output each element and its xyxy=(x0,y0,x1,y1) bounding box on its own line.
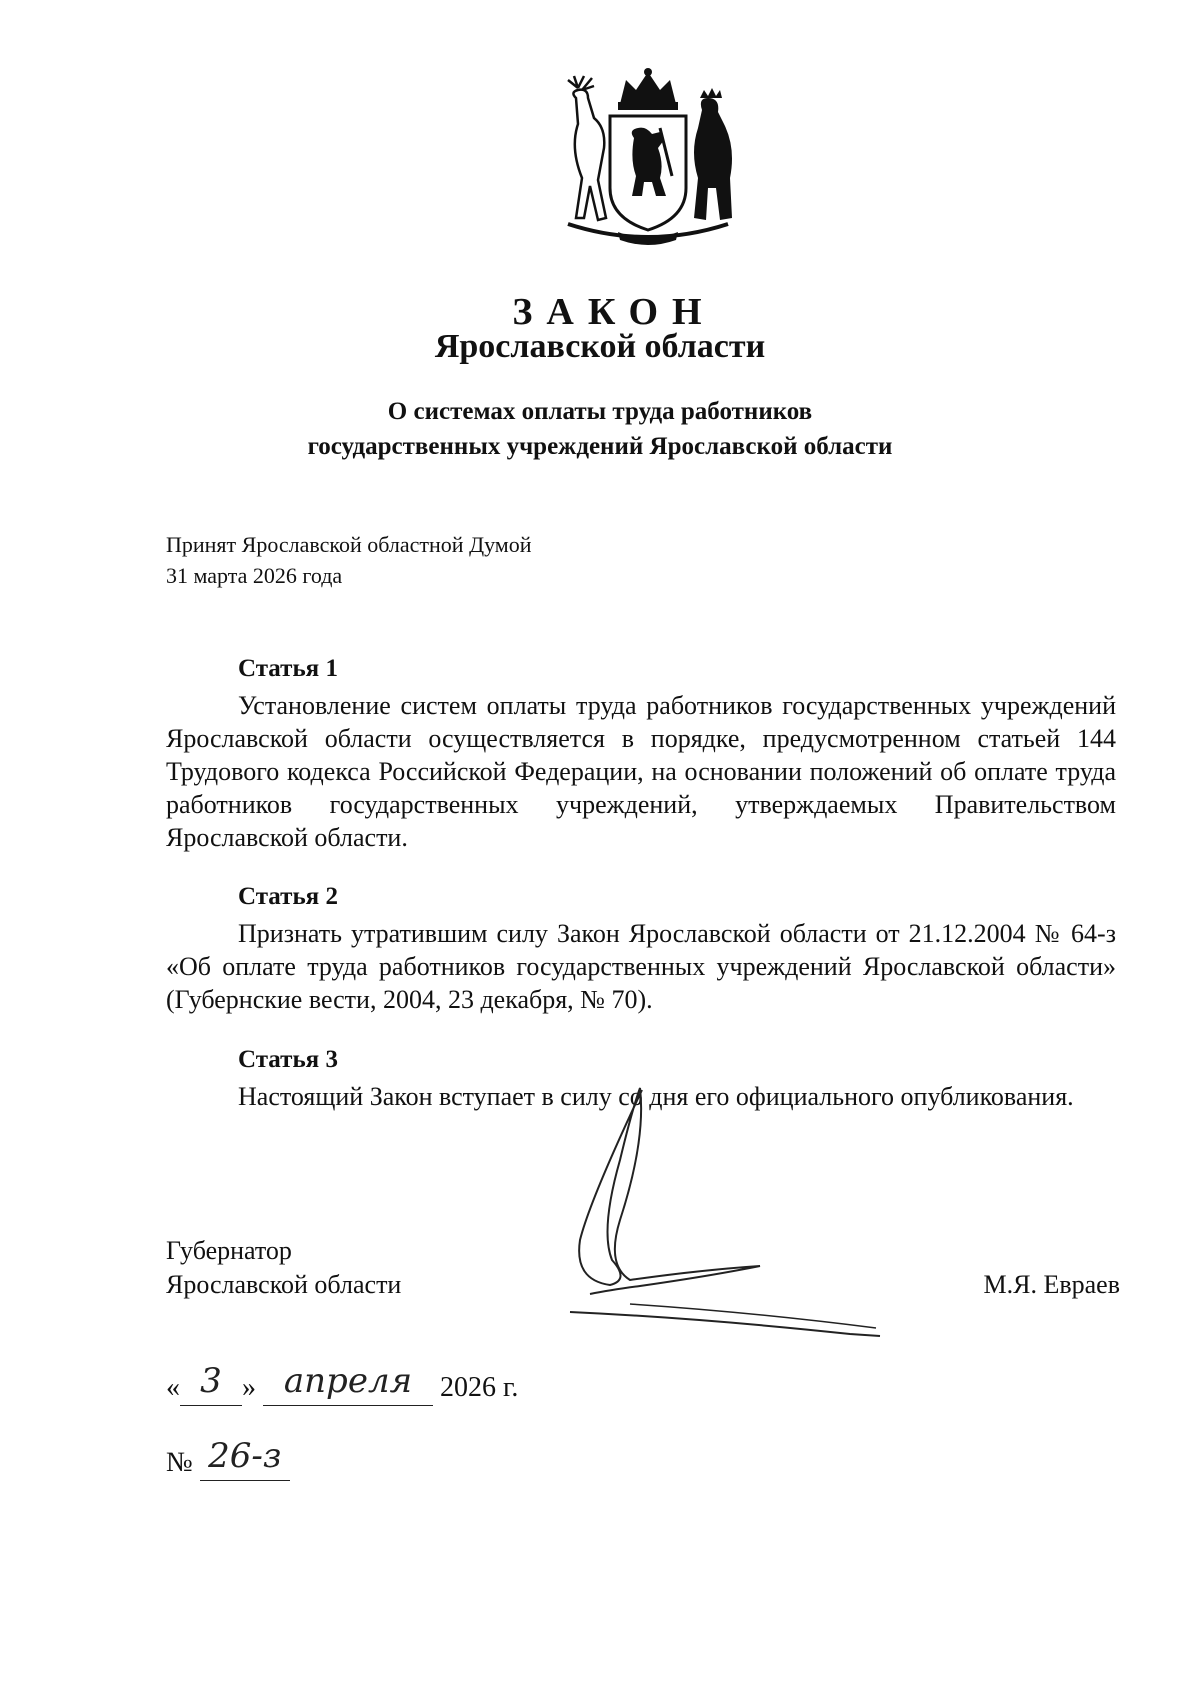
date-month-field xyxy=(263,1361,433,1406)
number-prefix: № xyxy=(166,1447,193,1478)
document-type-title: ЗАКОН xyxy=(512,291,716,333)
coat-of-arms-icon xyxy=(548,68,748,248)
adoption-line-1: Принят Ярославской областной Думой xyxy=(166,532,532,557)
date-month: апреля xyxy=(283,1361,413,1401)
subject-line-1: О системах оплаты труда работников xyxy=(387,398,813,425)
law-number xyxy=(166,1436,290,1481)
governor-title-line-2: Ярославской области xyxy=(166,1270,402,1299)
date-day: 3 xyxy=(200,1361,222,1401)
article-1-heading: Статья 1 xyxy=(238,655,338,682)
governor-title-line-1: Губернатор xyxy=(166,1236,292,1265)
number-field xyxy=(200,1436,290,1481)
article-2-text: Признать утратившим силу Закон Ярославской области от 21.12.2004 № 64-з «Об оплате труда работников государственных учреждений Ярославской области» (Губернские вести, 2004, 23 декабря, № 70). xyxy=(166,919,1116,1014)
date-open-quote: « xyxy=(166,1372,180,1403)
adoption-date: 31 марта 2026 года xyxy=(166,563,343,588)
region-title: Ярославской области xyxy=(434,328,766,365)
article-1-text: Установление систем оплаты труда работников государственных учреждений Ярославской области осуществляется в порядке, предусмотренном статьей 144 Трудового кодекса Российской Федерации, на основании положений об оплате труда работников государственных учреждений, утверждаемых Правительством Ярославской области. xyxy=(166,691,1116,852)
number-value: 26-з xyxy=(208,1436,282,1476)
article-3-text: Настоящий Закон вступает в силу со дня его официального опубликования. xyxy=(238,1082,1074,1111)
signing-date xyxy=(166,1361,519,1406)
governor-name: М.Я. Евраев xyxy=(983,1270,1120,1299)
date-close-quote: » xyxy=(242,1372,256,1403)
date-year: 2026 г. xyxy=(440,1372,519,1403)
article-3-heading: Статья 3 xyxy=(238,1046,338,1073)
date-day-field xyxy=(180,1361,242,1406)
subject-line-2: государственных учреждений Ярославской области xyxy=(307,433,893,460)
article-2-heading: Статья 2 xyxy=(238,883,338,910)
handwritten-signature xyxy=(550,1080,930,1360)
